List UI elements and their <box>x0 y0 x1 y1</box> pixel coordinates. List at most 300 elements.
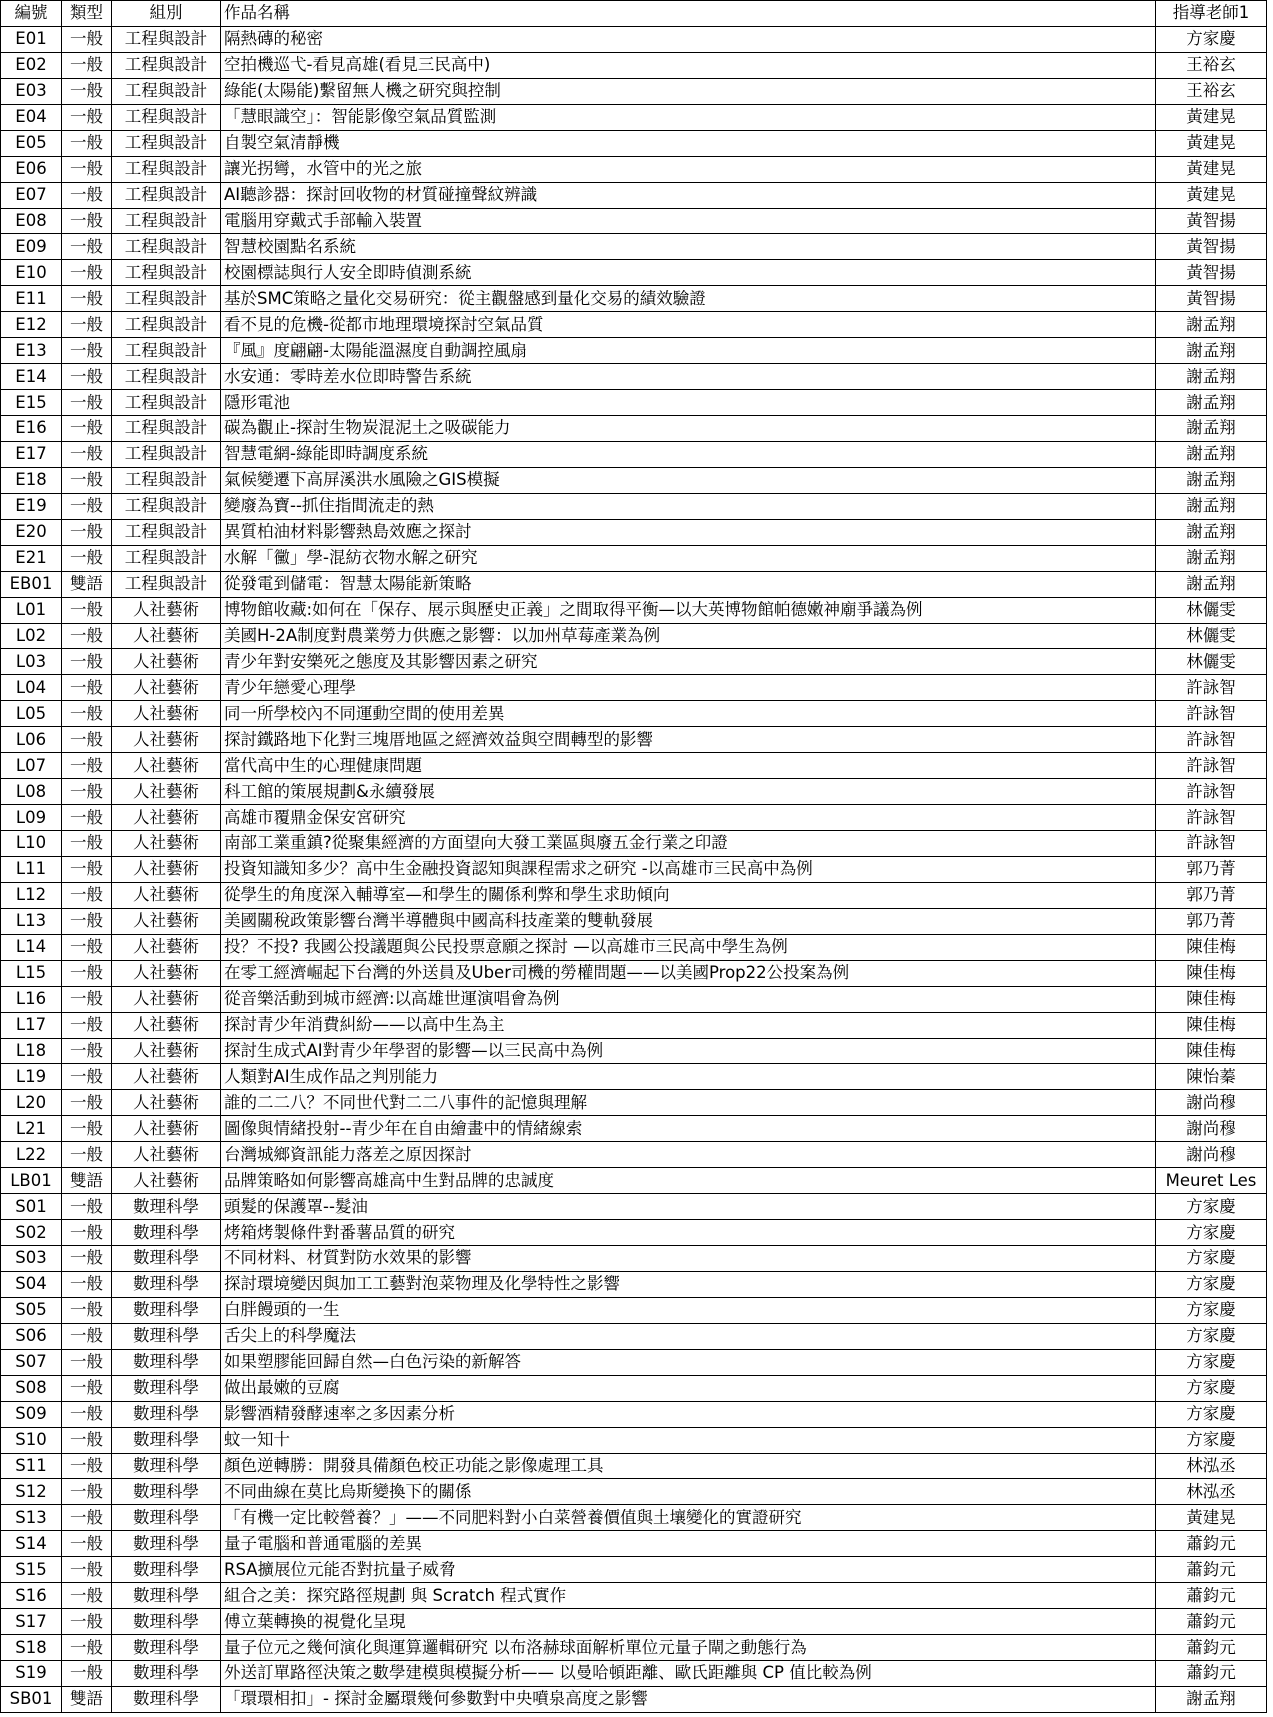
cell-type: 一般 <box>62 104 112 130</box>
cell-teacher: 陳佳梅 <box>1156 960 1267 986</box>
cell-id: SB01 <box>1 1686 62 1712</box>
cell-title: 讓光拐彎，水管中的光之旅 <box>221 156 1156 182</box>
cell-type: 一般 <box>62 1557 112 1583</box>
cell-teacher: 陳佳梅 <box>1156 986 1267 1012</box>
cell-group: 數理科學 <box>112 1194 221 1220</box>
cell-id: E12 <box>1 312 62 338</box>
cell-type: 一般 <box>62 1323 112 1349</box>
cell-id: E04 <box>1 104 62 130</box>
cell-title: 頭髮的保護罩--髮油 <box>221 1194 1156 1220</box>
cell-title: 外送訂單路徑決策之數學建模與模擬分析—— 以曼哈頓距離、歐氏距離與 CP 值比較為例 <box>221 1661 1156 1687</box>
cell-teacher: 林儷雯 <box>1156 623 1267 649</box>
cell-id: E21 <box>1 545 62 571</box>
cell-type: 一般 <box>62 1271 112 1297</box>
cell-title: 從學生的角度深入輔導室—和學生的關係利弊和學生求助傾向 <box>221 882 1156 908</box>
cell-id: S08 <box>1 1375 62 1401</box>
cell-type: 一般 <box>62 52 112 78</box>
cell-type: 一般 <box>62 1505 112 1531</box>
cell-teacher: 黃建晃 <box>1156 156 1267 182</box>
table-row <box>1 416 1267 442</box>
cell-teacher: 許詠智 <box>1156 779 1267 805</box>
cell-teacher: 謝孟翔 <box>1156 364 1267 390</box>
cell-title: 組合之美：探究路徑規劃 與 Scratch 程式實作 <box>221 1583 1156 1609</box>
cell-teacher: 方家慶 <box>1156 1246 1267 1272</box>
cell-type: 一般 <box>62 1116 112 1142</box>
table-row <box>1 649 1267 675</box>
table-row <box>1 1271 1267 1297</box>
cell-type: 一般 <box>62 856 112 882</box>
cell-title: 高雄市覆鼎金保安宮研究 <box>221 805 1156 831</box>
cell-title: 從發電到儲電：智慧太陽能新策略 <box>221 571 1156 597</box>
cell-title: 量子位元之幾何演化與運算邏輯研究 以布洛赫球面解析單位元量子閘之動態行為 <box>221 1635 1156 1661</box>
cell-group: 人社藝術 <box>112 882 221 908</box>
cell-type: 雙語 <box>62 1686 112 1712</box>
cell-group: 工程與設計 <box>112 78 221 104</box>
cell-id: E13 <box>1 338 62 364</box>
cell-type: 一般 <box>62 1583 112 1609</box>
cell-type: 一般 <box>62 467 112 493</box>
table-row <box>1 156 1267 182</box>
table-row <box>1 675 1267 701</box>
cell-type: 一般 <box>62 727 112 753</box>
cell-title: 智慧校園點名系統 <box>221 234 1156 260</box>
table-row <box>1 701 1267 727</box>
cell-group: 工程與設計 <box>112 493 221 519</box>
cell-teacher: 許詠智 <box>1156 675 1267 701</box>
cell-type: 一般 <box>62 493 112 519</box>
cell-group: 人社藝術 <box>112 727 221 753</box>
cell-id: S16 <box>1 1583 62 1609</box>
cell-teacher: 郭乃菁 <box>1156 882 1267 908</box>
cell-type: 一般 <box>62 1453 112 1479</box>
cell-id: L12 <box>1 882 62 908</box>
cell-group: 工程與設計 <box>112 467 221 493</box>
cell-teacher: 黃智揚 <box>1156 260 1267 286</box>
cell-teacher: 謝孟翔 <box>1156 571 1267 597</box>
cell-teacher: 謝尚穆 <box>1156 1090 1267 1116</box>
cell-title: 如果塑膠能回歸自然—白色污染的新解答 <box>221 1349 1156 1375</box>
cell-type: 一般 <box>62 1038 112 1064</box>
cell-group: 數理科學 <box>112 1479 221 1505</box>
cell-title: 科工館的策展規劃&永續發展 <box>221 779 1156 805</box>
cell-group: 工程與設計 <box>112 571 221 597</box>
cell-group: 工程與設計 <box>112 312 221 338</box>
cell-title: 基於SMC策略之量化交易研究：從主觀盤感到量化交易的績效驗證 <box>221 286 1156 312</box>
table-row <box>1 986 1267 1012</box>
table-row <box>1 1635 1267 1661</box>
cell-teacher: 黃智揚 <box>1156 234 1267 260</box>
cell-id: L05 <box>1 701 62 727</box>
cell-group: 數理科學 <box>112 1635 221 1661</box>
table-row <box>1 727 1267 753</box>
cell-id: L07 <box>1 753 62 779</box>
table-row <box>1 1453 1267 1479</box>
cell-type: 一般 <box>62 882 112 908</box>
cell-type: 一般 <box>62 1427 112 1453</box>
table-row <box>1 1323 1267 1349</box>
table-row <box>1 1064 1267 1090</box>
cell-teacher: 林儷雯 <box>1156 649 1267 675</box>
cell-teacher: 陳怡蓁 <box>1156 1064 1267 1090</box>
cell-type: 一般 <box>62 1401 112 1427</box>
cell-type: 一般 <box>62 597 112 623</box>
cell-title: 傅立葉轉換的視覺化呈現 <box>221 1609 1156 1635</box>
cell-teacher: 方家慶 <box>1156 26 1267 52</box>
cell-group: 數理科學 <box>112 1246 221 1272</box>
cell-id: L11 <box>1 856 62 882</box>
cell-group: 數理科學 <box>112 1375 221 1401</box>
cell-title: 「有機一定比較營養？」——不同肥料對小白菜營養價值與土壤變化的實證研究 <box>221 1505 1156 1531</box>
table-row <box>1 1609 1267 1635</box>
table-row <box>1 441 1267 467</box>
cell-title: 探討鐵路地下化對三塊厝地區之經濟效益與空間轉型的影響 <box>221 727 1156 753</box>
table-row <box>1 1194 1267 1220</box>
cell-id: S09 <box>1 1401 62 1427</box>
cell-group: 工程與設計 <box>112 26 221 52</box>
cell-teacher: 方家慶 <box>1156 1194 1267 1220</box>
header-title: 作品名稱 <box>221 1 1156 27</box>
cell-teacher: 蕭鈞元 <box>1156 1531 1267 1557</box>
cell-id: S07 <box>1 1349 62 1375</box>
cell-teacher: 許詠智 <box>1156 727 1267 753</box>
cell-group: 工程與設計 <box>112 130 221 156</box>
cell-title: 博物館收藏:如何在「保存、展示與歷史正義」之間取得平衡—以大英博物館帕德嫩神廟爭議為例 <box>221 597 1156 623</box>
cell-type: 一般 <box>62 1635 112 1661</box>
cell-title: 誰的二二八？不同世代對二二八事件的記憶與理解 <box>221 1090 1156 1116</box>
cell-id: E09 <box>1 234 62 260</box>
cell-group: 數理科學 <box>112 1531 221 1557</box>
cell-title: RSA擴展位元能否對抗量子威脅 <box>221 1557 1156 1583</box>
table-row <box>1 519 1267 545</box>
cell-group: 工程與設計 <box>112 545 221 571</box>
cell-type: 一般 <box>62 441 112 467</box>
cell-id: L04 <box>1 675 62 701</box>
header-row <box>1 1 1267 27</box>
cell-id: L09 <box>1 805 62 831</box>
cell-group: 工程與設計 <box>112 156 221 182</box>
cell-title: 影響酒精發酵速率之多因素分析 <box>221 1401 1156 1427</box>
cell-teacher: 謝孟翔 <box>1156 338 1267 364</box>
header-teacher: 指導老師1 <box>1156 1 1267 27</box>
cell-teacher: 謝孟翔 <box>1156 1686 1267 1712</box>
cell-id: L20 <box>1 1090 62 1116</box>
cell-title: 探討青少年消費糾紛——以高中生為主 <box>221 1012 1156 1038</box>
table-row <box>1 1142 1267 1168</box>
cell-teacher: 方家慶 <box>1156 1271 1267 1297</box>
cell-teacher: 謝尚穆 <box>1156 1116 1267 1142</box>
cell-id: S11 <box>1 1453 62 1479</box>
cell-type: 一般 <box>62 753 112 779</box>
table-row <box>1 856 1267 882</box>
cell-teacher: 黃建晃 <box>1156 1505 1267 1531</box>
cell-id: LB01 <box>1 1168 62 1194</box>
cell-title: 隔熱磚的秘密 <box>221 26 1156 52</box>
table-row <box>1 831 1267 857</box>
cell-id: L06 <box>1 727 62 753</box>
cell-title: 不同曲線在莫比烏斯變換下的關係 <box>221 1479 1156 1505</box>
cell-title: 圖像與情緒投射--青少年在自由繪畫中的情緒線索 <box>221 1116 1156 1142</box>
table-row <box>1 1349 1267 1375</box>
cell-title: 看不見的危機-從都市地理環境探討空氣品質 <box>221 312 1156 338</box>
table-row <box>1 260 1267 286</box>
cell-title: 蚊一知十 <box>221 1427 1156 1453</box>
cell-title: 烤箱烤製條件對番薯品質的研究 <box>221 1220 1156 1246</box>
cell-type: 一般 <box>62 701 112 727</box>
cell-teacher: 謝尚穆 <box>1156 1142 1267 1168</box>
cell-type: 一般 <box>62 779 112 805</box>
cell-group: 工程與設計 <box>112 441 221 467</box>
cell-type: 雙語 <box>62 571 112 597</box>
cell-teacher: 方家慶 <box>1156 1323 1267 1349</box>
cell-type: 一般 <box>62 1479 112 1505</box>
cell-teacher: Meuret Les <box>1156 1168 1267 1194</box>
cell-type: 一般 <box>62 1297 112 1323</box>
cell-title: 『風』度翩翩-太陽能溫濕度自動調控風扇 <box>221 338 1156 364</box>
cell-id: E08 <box>1 208 62 234</box>
table-row <box>1 1401 1267 1427</box>
table-row <box>1 1557 1267 1583</box>
cell-id: E15 <box>1 390 62 416</box>
cell-teacher: 許詠智 <box>1156 831 1267 857</box>
cell-teacher: 黃建晃 <box>1156 182 1267 208</box>
cell-id: E06 <box>1 156 62 182</box>
cell-group: 人社藝術 <box>112 675 221 701</box>
header-id: 編號 <box>1 1 62 27</box>
cell-group: 數理科學 <box>112 1271 221 1297</box>
cell-title: 不同材料、材質對防水效果的影響 <box>221 1246 1156 1272</box>
cell-title: 美國H-2A制度對農業勞力供應之影響：以加州草莓產業為例 <box>221 623 1156 649</box>
table-row <box>1 1661 1267 1687</box>
cell-type: 一般 <box>62 416 112 442</box>
cell-id: E16 <box>1 416 62 442</box>
cell-group: 人社藝術 <box>112 856 221 882</box>
cell-title: 投？不投? 我國公投議題與公民投票意願之探討 —以高雄市三民高中學生為例 <box>221 934 1156 960</box>
cell-group: 工程與設計 <box>112 390 221 416</box>
cell-type: 一般 <box>62 1142 112 1168</box>
table-header <box>1 1 1267 27</box>
cell-title: 青少年戀愛心理學 <box>221 675 1156 701</box>
cell-type: 一般 <box>62 960 112 986</box>
cell-teacher: 謝孟翔 <box>1156 493 1267 519</box>
table-row <box>1 1479 1267 1505</box>
cell-teacher: 蕭鈞元 <box>1156 1609 1267 1635</box>
table-row <box>1 1505 1267 1531</box>
cell-id: S01 <box>1 1194 62 1220</box>
cell-group: 人社藝術 <box>112 753 221 779</box>
cell-group: 人社藝術 <box>112 1012 221 1038</box>
cell-group: 人社藝術 <box>112 1116 221 1142</box>
cell-group: 人社藝術 <box>112 908 221 934</box>
cell-id: L16 <box>1 986 62 1012</box>
cell-id: L17 <box>1 1012 62 1038</box>
cell-type: 一般 <box>62 182 112 208</box>
cell-group: 人社藝術 <box>112 1142 221 1168</box>
cell-type: 一般 <box>62 78 112 104</box>
cell-teacher: 王裕玄 <box>1156 78 1267 104</box>
cell-title: 量子電腦和普通電腦的差異 <box>221 1531 1156 1557</box>
cell-id: S12 <box>1 1479 62 1505</box>
cell-type: 一般 <box>62 1194 112 1220</box>
cell-teacher: 謝孟翔 <box>1156 467 1267 493</box>
table-row <box>1 753 1267 779</box>
cell-group: 人社藝術 <box>112 1168 221 1194</box>
cell-title: 「環環相扣」- 探討金屬環幾何參數對中央噴泉高度之影響 <box>221 1686 1156 1712</box>
cell-id: E01 <box>1 26 62 52</box>
cell-title: 顏色逆轉勝：開發具備顏色校正功能之影像處理工具 <box>221 1453 1156 1479</box>
cell-teacher: 謝孟翔 <box>1156 312 1267 338</box>
cell-teacher: 方家慶 <box>1156 1297 1267 1323</box>
cell-id: E11 <box>1 286 62 312</box>
cell-type: 一般 <box>62 1064 112 1090</box>
cell-type: 一般 <box>62 156 112 182</box>
cell-type: 一般 <box>62 1661 112 1687</box>
table-row <box>1 1038 1267 1064</box>
cell-id: L03 <box>1 649 62 675</box>
cell-type: 一般 <box>62 934 112 960</box>
table-row <box>1 182 1267 208</box>
table-row <box>1 623 1267 649</box>
cell-type: 一般 <box>62 312 112 338</box>
cell-type: 一般 <box>62 208 112 234</box>
cell-group: 數理科學 <box>112 1661 221 1687</box>
cell-title: 異質柏油材料影響熱島效應之探討 <box>221 519 1156 545</box>
cell-group: 工程與設計 <box>112 234 221 260</box>
cell-id: L14 <box>1 934 62 960</box>
table-row <box>1 26 1267 52</box>
cell-group: 工程與設計 <box>112 208 221 234</box>
table-row <box>1 1246 1267 1272</box>
cell-type: 一般 <box>62 1609 112 1635</box>
cell-id: S05 <box>1 1297 62 1323</box>
cell-id: EB01 <box>1 571 62 597</box>
cell-group: 人社藝術 <box>112 623 221 649</box>
cell-id: S19 <box>1 1661 62 1687</box>
cell-title: 同一所學校內不同運動空間的使用差異 <box>221 701 1156 727</box>
cell-type: 一般 <box>62 364 112 390</box>
cell-teacher: 許詠智 <box>1156 701 1267 727</box>
cell-group: 數理科學 <box>112 1297 221 1323</box>
cell-title: 電腦用穿戴式手部輸入裝置 <box>221 208 1156 234</box>
cell-teacher: 蕭鈞元 <box>1156 1635 1267 1661</box>
table-row <box>1 286 1267 312</box>
cell-id: L15 <box>1 960 62 986</box>
cell-type: 一般 <box>62 1090 112 1116</box>
cell-type: 一般 <box>62 805 112 831</box>
cell-id: S04 <box>1 1271 62 1297</box>
cell-type: 一般 <box>62 545 112 571</box>
cell-id: L10 <box>1 831 62 857</box>
cell-teacher: 林泓丞 <box>1156 1453 1267 1479</box>
table-row <box>1 934 1267 960</box>
cell-title: 當代高中生的心理健康問題 <box>221 753 1156 779</box>
cell-teacher: 蕭鈞元 <box>1156 1661 1267 1687</box>
cell-teacher: 謝孟翔 <box>1156 390 1267 416</box>
cell-teacher: 方家慶 <box>1156 1401 1267 1427</box>
cell-group: 人社藝術 <box>112 779 221 805</box>
table-row <box>1 78 1267 104</box>
cell-teacher: 林泓丞 <box>1156 1479 1267 1505</box>
table-row <box>1 1375 1267 1401</box>
cell-id: E14 <box>1 364 62 390</box>
cell-id: E03 <box>1 78 62 104</box>
cell-title: 做出最嫩的豆腐 <box>221 1375 1156 1401</box>
table-row <box>1 208 1267 234</box>
table-row <box>1 1012 1267 1038</box>
cell-id: E17 <box>1 441 62 467</box>
cell-group: 數理科學 <box>112 1609 221 1635</box>
table-row <box>1 779 1267 805</box>
cell-id: L13 <box>1 908 62 934</box>
cell-type: 一般 <box>62 519 112 545</box>
cell-title: 人類對AI生成作品之判別能力 <box>221 1064 1156 1090</box>
cell-group: 人社藝術 <box>112 831 221 857</box>
cell-id: S03 <box>1 1246 62 1272</box>
cell-title: 空拍機巡弋-看見高雄(看見三民高中) <box>221 52 1156 78</box>
cell-title: 校園標誌與行人安全即時偵測系統 <box>221 260 1156 286</box>
cell-group: 工程與設計 <box>112 519 221 545</box>
cell-teacher: 方家慶 <box>1156 1349 1267 1375</box>
table-row <box>1 1531 1267 1557</box>
cell-type: 一般 <box>62 986 112 1012</box>
cell-teacher: 謝孟翔 <box>1156 441 1267 467</box>
cell-id: L08 <box>1 779 62 805</box>
table-row <box>1 908 1267 934</box>
cell-teacher: 方家慶 <box>1156 1220 1267 1246</box>
cell-type: 一般 <box>62 623 112 649</box>
cell-title: 青少年對安樂死之態度及其影響因素之研究 <box>221 649 1156 675</box>
cell-group: 人社藝術 <box>112 805 221 831</box>
cell-title: 美國關稅政策影響台灣半導體與中國高科技產業的雙軌發展 <box>221 908 1156 934</box>
table-row <box>1 805 1267 831</box>
cell-title: 在零工經濟崛起下台灣的外送員及Uber司機的勞權問題——以美國Prop22公投案為例 <box>221 960 1156 986</box>
cell-group: 人社藝術 <box>112 597 221 623</box>
cell-teacher: 黃智揚 <box>1156 208 1267 234</box>
cell-id: S02 <box>1 1220 62 1246</box>
cell-title: 探討環境變因與加工工藝對泡菜物理及化學特性之影響 <box>221 1271 1156 1297</box>
cell-title: 水解「黴」學-混紡衣物水解之研究 <box>221 545 1156 571</box>
cell-group: 人社藝術 <box>112 934 221 960</box>
cell-group: 工程與設計 <box>112 286 221 312</box>
table-row <box>1 467 1267 493</box>
cell-group: 工程與設計 <box>112 52 221 78</box>
cell-type: 一般 <box>62 1349 112 1375</box>
cell-id: L02 <box>1 623 62 649</box>
cell-teacher: 黃智揚 <box>1156 286 1267 312</box>
cell-id: E05 <box>1 130 62 156</box>
table-row <box>1 1090 1267 1116</box>
table-row <box>1 338 1267 364</box>
cell-teacher: 謝孟翔 <box>1156 545 1267 571</box>
cell-type: 一般 <box>62 649 112 675</box>
table-row <box>1 571 1267 597</box>
cell-id: L18 <box>1 1038 62 1064</box>
cell-group: 數理科學 <box>112 1323 221 1349</box>
cell-type: 一般 <box>62 1012 112 1038</box>
table-row <box>1 1220 1267 1246</box>
table-row <box>1 1168 1267 1194</box>
table-row <box>1 52 1267 78</box>
cell-group: 數理科學 <box>112 1583 221 1609</box>
cell-id: L21 <box>1 1116 62 1142</box>
cell-title: 品牌策略如何影響高雄高中生對品牌的忠誠度 <box>221 1168 1156 1194</box>
cell-type: 一般 <box>62 1531 112 1557</box>
cell-title: 變廢為寶--抓住指間流走的熱 <box>221 493 1156 519</box>
cell-teacher: 謝孟翔 <box>1156 519 1267 545</box>
cell-title: 氣候變遷下高屏溪洪水風險之GIS模擬 <box>221 467 1156 493</box>
cell-teacher: 許詠智 <box>1156 805 1267 831</box>
cell-group: 人社藝術 <box>112 701 221 727</box>
cell-title: 「慧眼識空」：智能影像空氣品質監測 <box>221 104 1156 130</box>
